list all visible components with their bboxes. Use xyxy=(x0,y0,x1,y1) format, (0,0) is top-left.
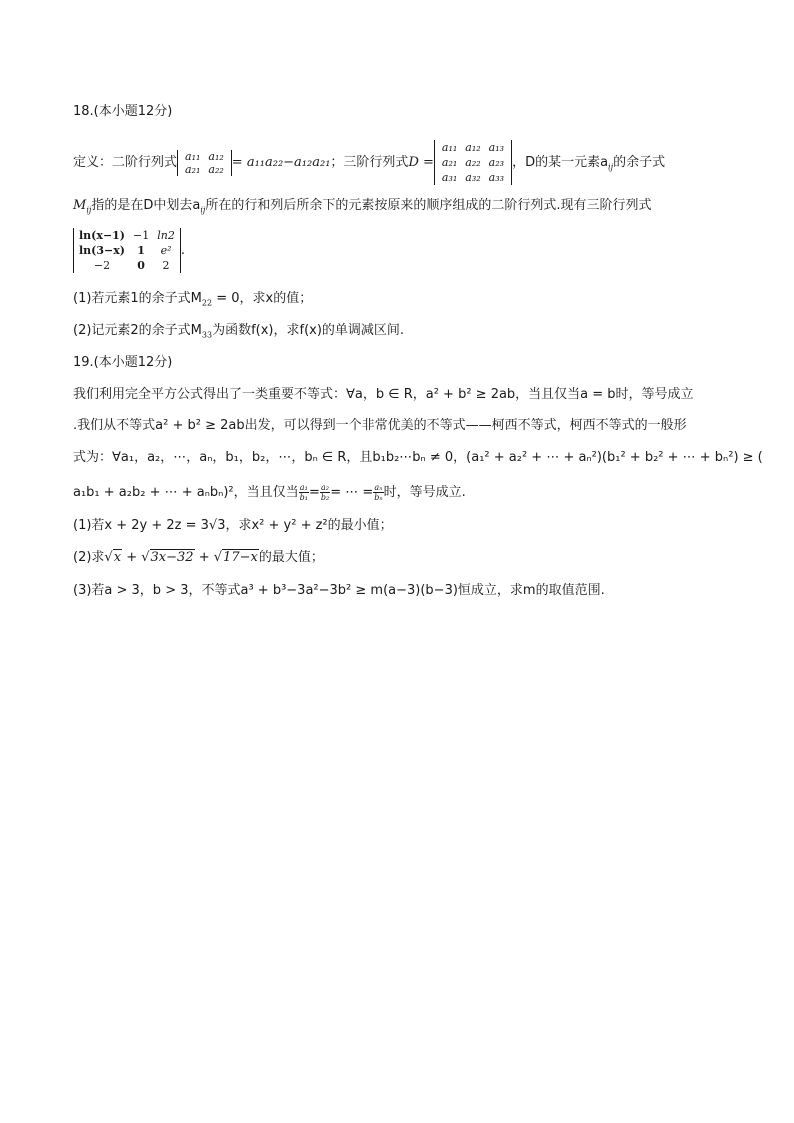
part2-text: (2)求 xyxy=(73,550,105,565)
det3-cell: a₁₁ xyxy=(441,141,458,154)
equals: = xyxy=(308,485,320,500)
def-mid: ；三阶行列式 xyxy=(330,155,409,170)
given-cell: −1 xyxy=(133,229,150,242)
radicand: x xyxy=(113,550,122,565)
D-symbol: D = xyxy=(408,155,434,170)
given-cell: ln(3−x) xyxy=(79,244,126,257)
det3-cell: a₂₁ xyxy=(441,156,458,169)
radicand: 17−x xyxy=(223,550,258,565)
frac-num: a₂ xyxy=(321,483,330,492)
given-determinant xyxy=(73,228,181,273)
det3-cell: a₃₃ xyxy=(488,171,505,184)
given-cell: 0 xyxy=(137,259,145,272)
q19-line2: .我们从不等式a² + b² ≥ 2ab出发，可以得到一个非常优美的不等式——柯西不等式，柯西不等式的一般形 xyxy=(73,418,687,433)
q19-part2: (2)求√x + √3x−32 + √17−x的最大值； xyxy=(73,550,324,565)
det2-cell: a₁₂ xyxy=(208,149,224,163)
after-det3: ，D的某一元素a xyxy=(512,155,609,170)
fraction-a2-b2 xyxy=(320,483,330,502)
ellipsis-equals: = ⋯ = xyxy=(330,485,374,500)
line2b-text: 所在的行和列后所余下的元素按原来的顺序组成的二阶行列式.现有三阶行列式 xyxy=(205,198,652,213)
q19-header: 19.(本小题12分) xyxy=(73,355,173,370)
part2-rest: 为函数f(x)，求f(x)的单调减区间. xyxy=(212,323,405,338)
det3-cell: a₁₃ xyxy=(488,141,505,154)
q18-given-determinant-line xyxy=(73,228,185,273)
q19-part1: (1)若x + 2y + 2z = 3√3，求x² + y² + z²的最小值； xyxy=(73,518,393,533)
sqrt-3x-32: √3x−32 xyxy=(141,550,194,565)
frac-num: a₁ xyxy=(299,483,308,492)
det3-cell: a₃₂ xyxy=(465,171,481,184)
q18-line2 xyxy=(73,198,652,214)
def-prefix: 定义：二阶行列式 xyxy=(73,155,178,170)
line2-text: 指的是在D中划去a xyxy=(91,198,201,213)
radicand: 3x−32 xyxy=(150,550,194,565)
q19-part3: (3)若a > 3，b > 3，不等式a³ + b³−3a²−3b² ≥ m(a−3)(b−3)恒成立，求m的取值范围. xyxy=(73,583,605,598)
subscript-ij: ij xyxy=(200,205,206,215)
second-order-determinant xyxy=(177,150,232,176)
det3-cell: a₃₁ xyxy=(441,171,458,184)
q19-line4 xyxy=(73,483,466,502)
given-cell: ln(x−1) xyxy=(79,229,126,242)
q19-line1: 我们利用完全平方公式得出了一类重要不等式：∀a，b ∈ R，a² + b² ≥ 2ab，当且仅当a = b时，等号成立 xyxy=(73,387,694,402)
subscript-ij: ij xyxy=(86,205,92,215)
frac-den: b₂ xyxy=(320,493,330,502)
fraction-a1-b1 xyxy=(299,483,309,502)
frac-den: bₙ xyxy=(374,493,383,502)
det3-cell: a₂₃ xyxy=(488,156,505,169)
given-cell: e² xyxy=(160,244,172,257)
frac-num: aₙ xyxy=(374,483,383,492)
period: . xyxy=(180,243,185,258)
fraction-an-bn xyxy=(373,483,383,502)
q18-header: 18.(本小题12分) xyxy=(73,104,173,119)
cofactor-label: 的余子式 xyxy=(613,155,666,170)
det2-cell: a₁₁ xyxy=(185,149,201,163)
part2-rest: 的最大值； xyxy=(258,550,324,565)
line4-text: a₁b₁ + a₂b₂ + ⋯ + aₙbₙ)²，当且仅当 xyxy=(73,485,299,500)
q18-definition-line xyxy=(73,140,665,185)
third-order-determinant xyxy=(434,140,512,185)
given-cell: ln2 xyxy=(157,229,175,242)
part2-text: (2)记元素2的余子式M xyxy=(73,323,202,338)
frac-den: b₁ xyxy=(299,493,308,502)
sqrt-17-x: √17−x xyxy=(213,550,258,565)
q18-part1 xyxy=(73,291,312,307)
given-cell: 2 xyxy=(162,259,170,272)
M-symbol: M xyxy=(73,198,87,213)
part1-rest: = 0，求x的值； xyxy=(212,291,313,306)
subscript-ij: ij xyxy=(608,162,614,172)
given-cell: 1 xyxy=(137,244,145,257)
det3-cell: a₁₂ xyxy=(465,141,481,154)
q18-part2 xyxy=(73,323,404,339)
q19-line3: 式为：∀a₁，a₂，⋯，aₙ，b₁，b₂，⋯，bₙ ∈ R，且b₁b₂⋯bₙ ≠ 0，(a₁² + a₂² + ⋯ + aₙ²)(b₁² + b₂² + ⋯ + bₙ²) ≥ ( xyxy=(73,450,763,465)
part1-text: (1)若元素1的余子式M xyxy=(73,291,202,306)
subscript: 33 xyxy=(201,330,213,340)
det2-expansion: = a₁₁a₂₂−a₁₂a₂₁ xyxy=(231,155,331,170)
given-cell: −2 xyxy=(93,259,111,272)
sqrt-x: √x xyxy=(104,550,122,565)
det2-cell: a₂₁ xyxy=(185,162,201,176)
det3-cell: a₂₂ xyxy=(465,156,481,169)
subscript: 22 xyxy=(201,298,213,308)
det2-cell: a₂₂ xyxy=(208,162,224,176)
line4-end: 时，等号成立. xyxy=(383,485,466,500)
